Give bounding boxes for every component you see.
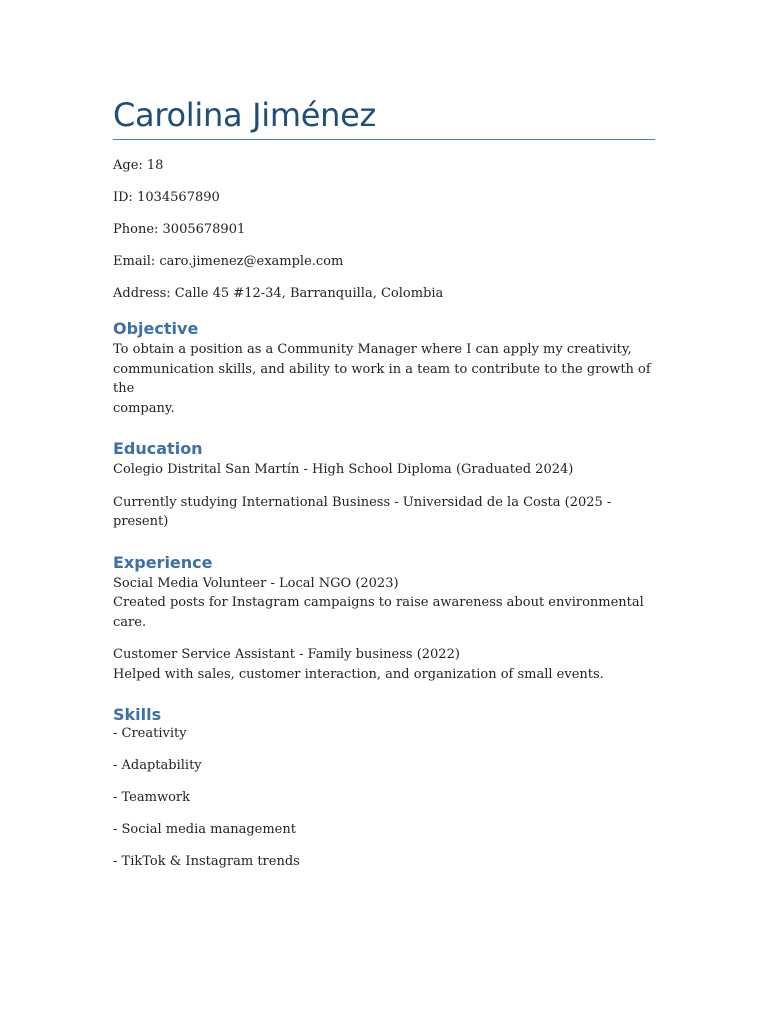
name-divider [113,139,655,140]
resume-page [113,94,655,886]
education-heading: Education [113,439,203,458]
education-item: Colegio Distrital San Martín - High School Diploma (Graduated 2024) [113,462,574,477]
skill-item: - Teamwork [113,790,191,805]
objective-section [113,318,655,418]
email-line: Email: caro.jimenez@example.com [113,254,344,269]
skill-item: - Adaptability [113,758,202,773]
experience-title: Customer Service Assistant - Family business (2022) [113,647,460,662]
contact-info [113,158,655,302]
objective-line: communication skills, and ability to work in a team to contribute to the growth of the [113,361,651,396]
age-line: Age: 18 [113,158,164,173]
skill-item: - Social media management [113,822,296,837]
address-line: Address: Calle 45 #12-34, Barranquilla, Colombia [113,286,444,301]
experience-description: Created posts for Instagram campaigns to raise awareness about environmental care. [113,595,644,630]
skill-item: - TikTok & Instagram trends [113,854,300,869]
objective-heading: Objective [113,319,199,338]
education-item: Currently studying International Business - Universidad de la Costa (2025 - present) [113,494,612,529]
education-section [113,438,655,532]
experience-title: Social Media Volunteer - Local NGO (2023) [113,575,399,591]
skill-item: - Creativity [113,726,187,741]
id-line: ID: 1034567890 [113,190,220,205]
phone-line: Phone: 3005678901 [113,222,246,237]
experience-heading: Experience [113,552,213,572]
objective-line: company. [113,400,175,416]
experience-section [113,552,655,685]
experience-entry [113,574,655,633]
skills-section [113,704,655,870]
experience-description: Helped with sales, customer interaction, and organization of small events. [113,666,604,682]
objective-line: To obtain a position as a Community Manager where I can apply my creativity, [113,342,632,357]
experience-entry [113,645,655,684]
skills-heading: Skills [113,705,162,724]
resume-name: Carolina Jiménez [113,96,376,134]
